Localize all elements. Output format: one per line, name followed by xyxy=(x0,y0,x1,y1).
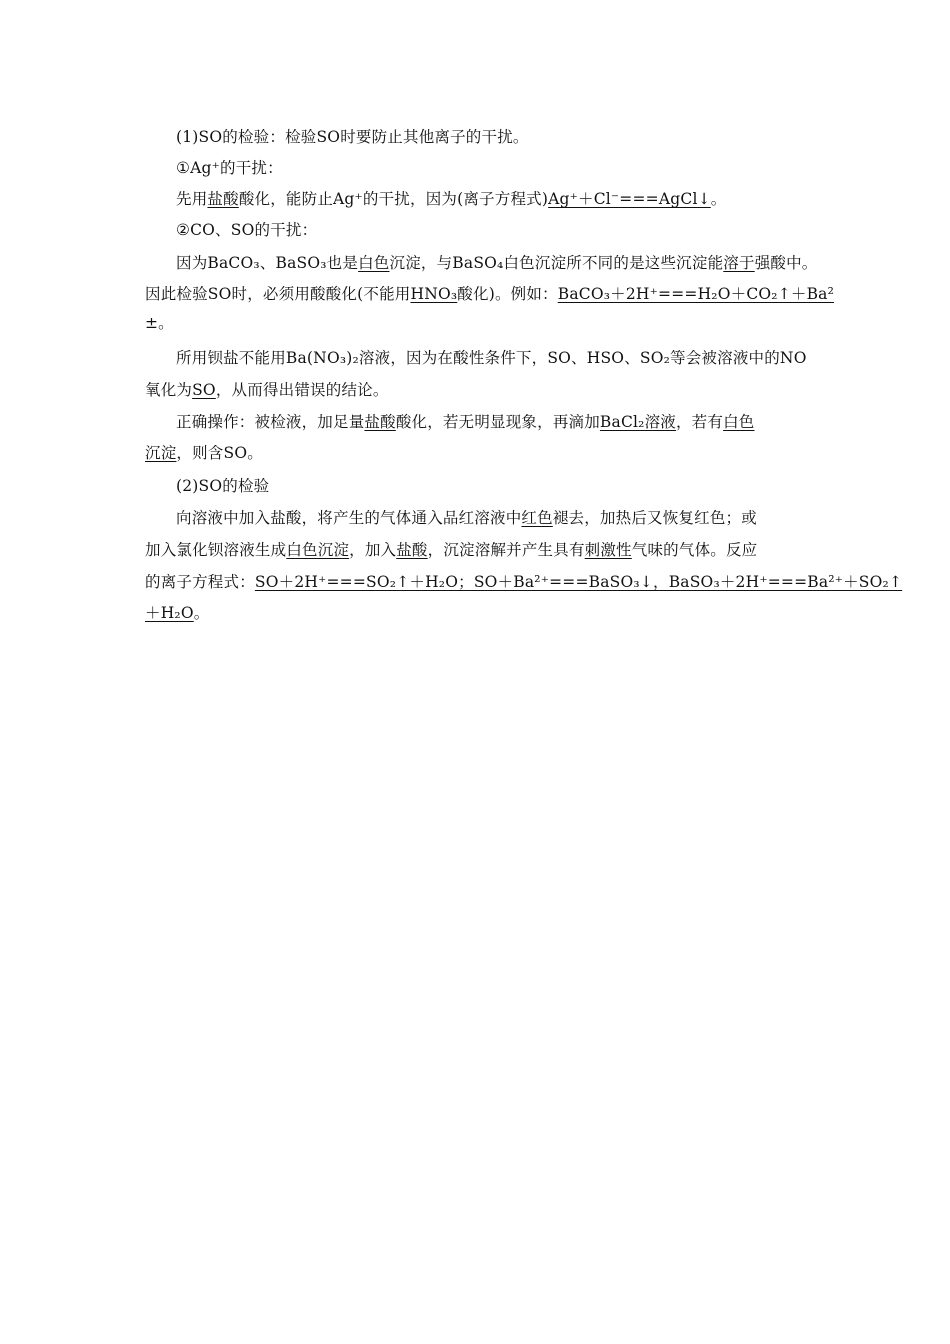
answer-blank: 盐酸 xyxy=(396,541,428,559)
text: ②CO、SO的干扰： xyxy=(176,221,318,239)
answer-blank: 白色 xyxy=(358,254,390,272)
text: 酸化，若无明显现象，再滴加 xyxy=(395,413,600,431)
text: 先用 xyxy=(176,190,208,208)
text: 沉淀，与BaSO₄白色沉淀所不同的是这些沉淀能 xyxy=(389,254,724,272)
text: 的离子方程式： xyxy=(145,573,255,591)
paragraph-so3-line2 xyxy=(145,540,757,560)
paragraph-procedure-line1 xyxy=(176,412,755,432)
answer-blank: BaCl₂溶液 xyxy=(599,413,676,431)
text: 强酸中。 xyxy=(754,254,818,272)
answer-blank: 刺激性 xyxy=(584,541,632,559)
answer-blank: HNO₃ xyxy=(410,285,458,303)
answer-equation: ＋H₂O xyxy=(145,604,194,622)
text: ，若有 xyxy=(675,413,724,431)
text: (1)SO的检验：检验SO时要防止其他离子的干扰。 xyxy=(176,128,529,146)
text: 酸化，能防止Ag⁺的干扰，因为(离子方程式) xyxy=(238,190,549,208)
paragraph-so3-line3 xyxy=(145,572,902,592)
text: ，加入 xyxy=(349,541,397,559)
paragraph-procedure-line2 xyxy=(145,443,263,463)
answer-equation: BaCO₃＋2H⁺===H₂O＋CO₂↑＋Ba² xyxy=(557,285,835,303)
paragraph-baco3-line3 xyxy=(145,313,174,333)
paragraph-so4-heading xyxy=(176,127,529,147)
paragraph-baco3-line2 xyxy=(145,284,834,304)
text: ，则含SO。 xyxy=(176,444,263,462)
answer-blank: 白色 xyxy=(723,413,755,431)
text: ①Ag⁺的干扰： xyxy=(176,159,283,177)
paragraph-ag-interference xyxy=(176,158,283,178)
text: 。 xyxy=(193,604,210,622)
text: 氧化为 xyxy=(145,381,193,399)
text: (2)SO的检验 xyxy=(176,477,270,495)
paragraph-barium-nitrate-line1 xyxy=(176,348,807,368)
answer-blank: 盐酸 xyxy=(207,190,239,208)
text: 正确操作：被检液，加足量 xyxy=(176,413,365,431)
text: ，沉淀溶解并产生具有 xyxy=(427,541,585,559)
text: 加入氯化钡溶液生成 xyxy=(145,541,287,559)
paragraph-acidify xyxy=(176,189,727,209)
paragraph-so3-heading xyxy=(176,476,269,496)
answer-blank: 红色 xyxy=(521,509,553,527)
text: 气味的气体。反应 xyxy=(631,541,758,559)
paragraph-co3-so3-interference xyxy=(176,220,317,240)
answer-blank: 溶于 xyxy=(723,254,755,272)
text: ，从而得出错误的结论。 xyxy=(215,381,389,399)
answer-equation: Ag⁺＋Cl⁻===AgCl↓ xyxy=(548,190,711,208)
text: 褪去，加热后又恢复红色；或 xyxy=(552,509,757,527)
paragraph-so3-line1 xyxy=(176,508,757,528)
text: 所用钡盐不能用Ba(NO₃)₂溶液，因为在酸性条件下，SO、HSO、SO₂等会被溶液中的NO xyxy=(176,349,807,367)
answer-blank: 沉淀 xyxy=(145,444,177,462)
text: 酸化)。例如： xyxy=(457,285,558,303)
paragraph-baco3-line1 xyxy=(176,253,818,273)
answer-blank: 盐酸 xyxy=(364,413,396,431)
answer-blank: SO xyxy=(192,381,216,399)
paragraph-so3-line4 xyxy=(145,603,209,623)
answer-equation: SO＋2H⁺===SO₂↑＋H₂O；SO＋Ba²⁺===BaSO₃↓，BaSO₃＋2H⁺===Ba²⁺＋SO₂↑ xyxy=(254,573,903,591)
paragraph-barium-nitrate-line2 xyxy=(145,380,389,400)
text: 因为BaCO₃、BaSO₃也是 xyxy=(176,254,359,272)
answer-blank: 白色沉淀 xyxy=(286,541,350,559)
text: 向溶液中加入盐酸，将产生的气体通入品红溶液中 xyxy=(176,509,522,527)
text: 。 xyxy=(710,190,727,208)
text: ±。 xyxy=(145,314,174,332)
text: 因此检验SO时，必须用酸酸化(不能用 xyxy=(145,285,411,303)
